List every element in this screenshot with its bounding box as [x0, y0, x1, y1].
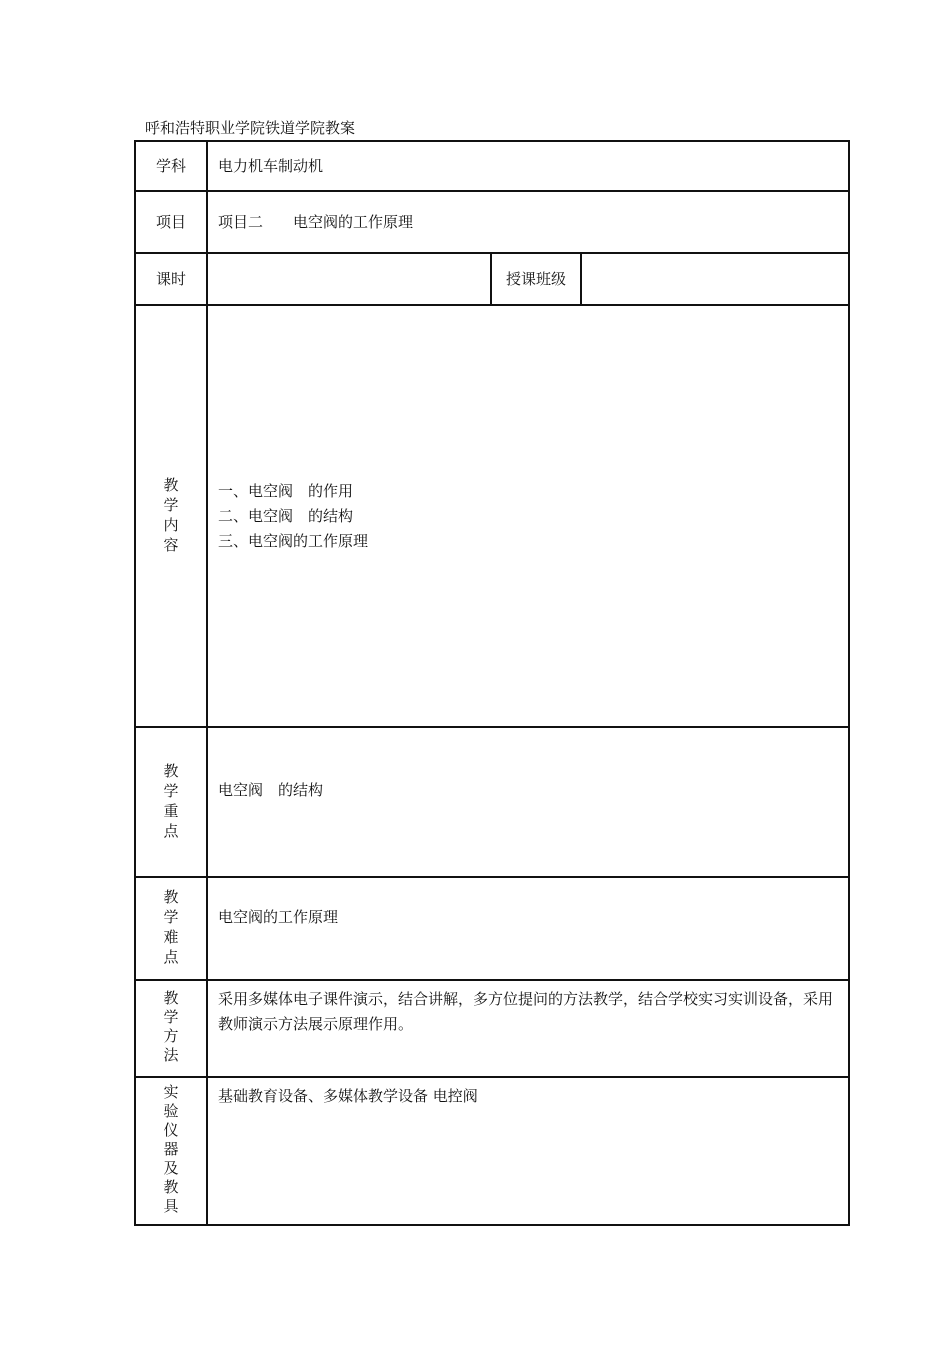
label-project: 项目 [135, 191, 207, 253]
row-methods [135, 980, 849, 1077]
value-subject: 电力机车制动机 [207, 141, 849, 191]
value-class [581, 253, 849, 305]
label-equipment [135, 1077, 207, 1225]
content-item: 三、电空阀的工作原理 [218, 531, 369, 550]
row-key-points [135, 727, 849, 877]
value-content [207, 305, 849, 727]
lesson-plan-table [134, 140, 850, 1226]
row-project [135, 191, 849, 253]
row-hours [135, 253, 849, 305]
row-equipment [135, 1077, 849, 1225]
row-subject [135, 141, 849, 191]
label-class: 授课班级 [491, 253, 581, 305]
label-methods-text: 教学方法 [163, 989, 179, 1064]
value-key-points: 电空阀 的结构 [207, 727, 849, 877]
value-equipment: 基础教育设备、多媒体教学设备 电控阀 [207, 1077, 849, 1225]
row-content [135, 305, 849, 727]
label-difficulties [135, 877, 207, 980]
label-difficulties-text: 教学难点 [163, 888, 179, 966]
row-difficulties [135, 877, 849, 980]
label-hours: 课时 [135, 253, 207, 305]
value-difficulties: 电空阀的工作原理 [207, 877, 849, 980]
label-equipment-text: 实验仪器及教具 [163, 1083, 179, 1215]
value-project: 项目二 电空阀的工作原理 [207, 191, 849, 253]
label-methods [135, 980, 207, 1077]
label-subject: 学科 [135, 141, 207, 191]
value-methods: 采用多媒体电子课件演示，结合讲解，多方位提问的方法教学，结合学校实习实训设备，采用教师演示方法展示原理作用。 [207, 980, 849, 1077]
value-hours [207, 253, 491, 305]
label-key-points-text: 教学重点 [163, 761, 179, 840]
content-item: 二、电空阀 的结构 [218, 506, 354, 525]
label-content-text: 教学内容 [163, 475, 179, 554]
label-content [135, 305, 207, 727]
document-title: 呼和浩特职业学院铁道学院教案 [145, 119, 356, 137]
label-key-points [135, 727, 207, 877]
content-item: 一、电空阀 的作用 [218, 481, 354, 500]
